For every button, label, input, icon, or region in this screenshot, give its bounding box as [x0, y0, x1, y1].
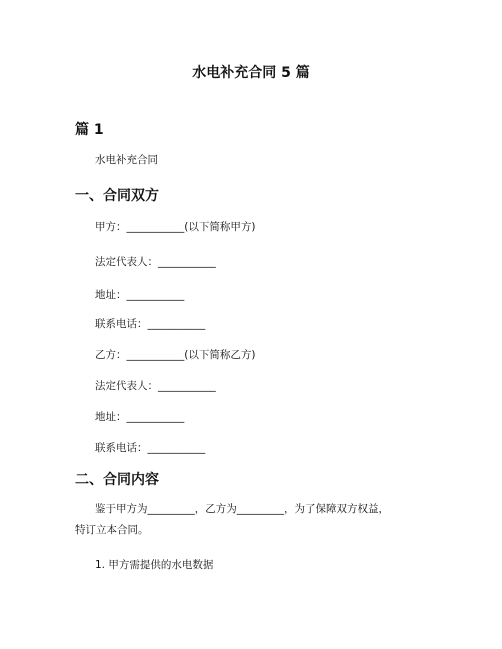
item-1: 1. 甲方需提供的水电数据 — [95, 559, 214, 571]
party-a-representative-line: 法定代表人：___________ — [95, 256, 216, 268]
section-heading: 篇 1 — [75, 122, 104, 138]
preamble-line-2: 特订立本合同。 — [75, 524, 149, 536]
party-a-line: 甲方：___________(以下简称甲方) — [95, 221, 256, 233]
part1-heading: 一、合同双方 — [75, 188, 159, 204]
party-b-line: 乙方：___________(以下简称乙方) — [95, 349, 256, 361]
party-b-representative-line: 法定代表人：___________ — [95, 380, 216, 392]
contract-subtitle: 水电补充合同 — [95, 154, 158, 166]
party-a-phone-line: 联系电话：___________ — [95, 318, 206, 330]
party-b-address-line: 地址：___________ — [95, 411, 185, 423]
party-b-phone-line: 联系电话：___________ — [95, 442, 206, 454]
preamble-line-1: 鉴于甲方为_________，乙方为_________，为了保障双方权益， — [95, 503, 389, 515]
document-title: 水电补充合同 5 篇 — [192, 65, 310, 81]
party-a-address-line: 地址：___________ — [95, 289, 185, 301]
part2-heading: 二、合同内容 — [75, 472, 159, 488]
